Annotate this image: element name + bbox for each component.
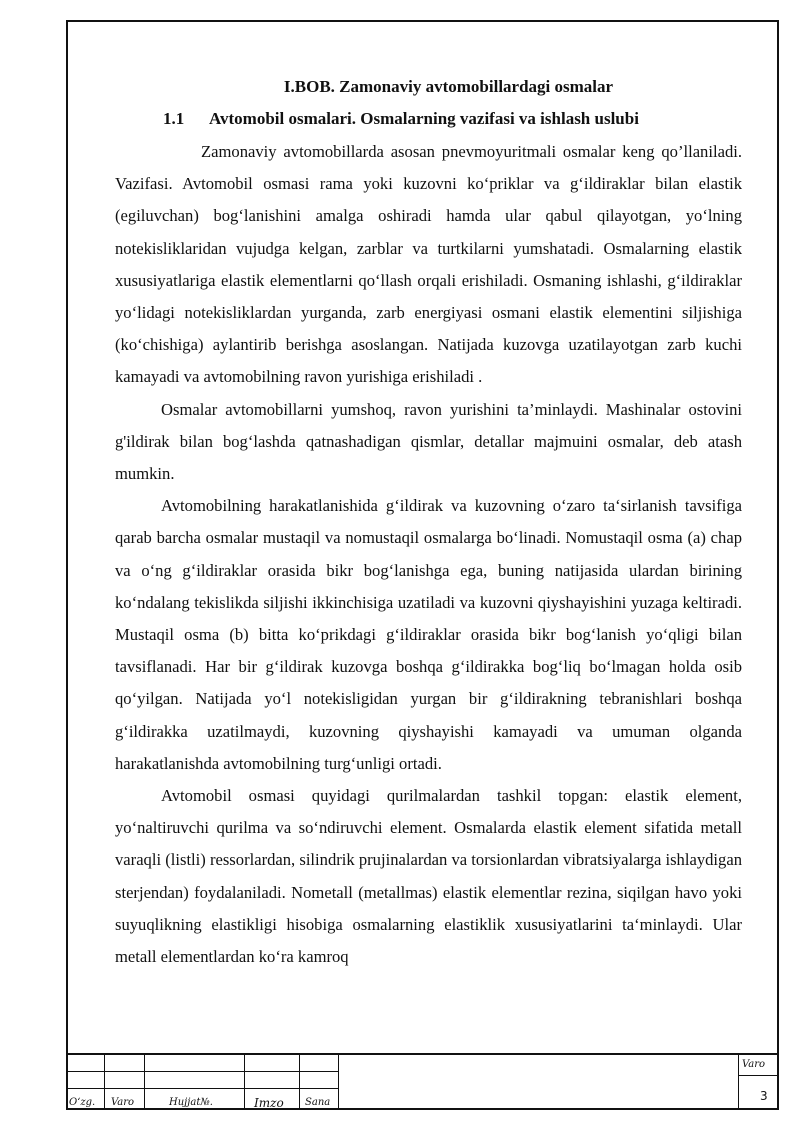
stamp-sheet-label: Varo	[742, 1059, 766, 1070]
document-body	[115, 76, 742, 973]
title-block-col-line	[144, 1053, 145, 1110]
page-number: 3	[760, 1089, 768, 1103]
title-block-col-line	[738, 1053, 739, 1110]
stamp-imzo-label: Imzo	[254, 1096, 284, 1110]
title-block-row-line	[738, 1075, 779, 1076]
title-block-row-line	[66, 1071, 338, 1072]
title-block-col-line	[299, 1053, 300, 1110]
section-heading	[115, 108, 742, 130]
title-block	[66, 1053, 779, 1110]
title-block-col-line	[104, 1053, 105, 1110]
stamp-sana-label: Sana	[305, 1097, 331, 1108]
title-block-col-line	[338, 1053, 339, 1110]
title-block-top-border	[66, 1053, 779, 1055]
section-number: 1.1	[163, 109, 185, 128]
paragraph: Osmalar avtomobillarni yumshoq, ravon yurishini ta’minlaydi. Mashinalar ostovini g'ildirak bilan bog‘lashda qatnashadigan qismlar, detallar majmuini osmalar, deb atash mumkin.	[115, 399, 742, 484]
chapter-title: I.BOB. Zamonaviy avtomobillardagi osmalar	[283, 77, 614, 96]
stamp-hujjat-label: Hujjat№.	[169, 1097, 213, 1108]
stamp-ozg-label: O‘zg.	[69, 1097, 96, 1108]
paragraph: Avtomobil osmasi quyidagi qurilmalardan tashkil topgan: elastik element, yo‘naltiruvchi qurilma va so‘ndiruvchi element. Osmalarda elastik element sifatida metall varaqli (listli) ressorlardan, silindrik prujinalardan va torsionlardan vibratsiyalarga ishlaydigan sterjendan) foydalaniladi. Nometall (metallmas) elastik elementlar rezina, siqilgan havo yoki suyuqlikning elastikligi hisobiga osmalarning elastiklik xususiyatlarini ta‘minlaydi. Ular metall elementlardan ko‘ra kamroq	[115, 786, 742, 967]
title-block-row-line	[66, 1088, 338, 1089]
paragraph: Avtomobilning harakatlanishida g‘ildirak va kuzovning o‘zaro ta‘sirlanish tavsifiga qarab barcha osmalar mustaqil va nomustaqil osmalarga bo‘linadi. Nomustaqil osma (a) chap va o‘ng g‘ildiraklar orasida bikr bog‘lanishga ega, buning natijasida ulardan birining ko‘ndalang tekislikda siljishi ikkinchisiga uzatiladi va kuzovni qiyshayishini yuzaga keltiradi. Mustaqil osma (b) bitta ko‘prikdagi g‘ildiraklar orasida bikr bog‘lanish yo‘qligi bilan tavsiflanadi. Har bir g‘ildirak kuzovga boshqa g‘ildirakka bog‘liq bo‘lmagan holda osib qo‘yilgan. Natijada yo‘l notekisligidan yurgan bir g‘ildirakning tebranishlari boshqa g‘ildirakka uzatilmaydi, kuzovning qiyshayishi kamayadi va umuman olganda harakatlanishda avtomobilning turg‘unligi ortadi.	[115, 496, 742, 773]
stamp-varo-label: Varo	[111, 1097, 135, 1108]
section-title: Avtomobil osmalari. Osmalarning vazifasi va ishlash uslubi	[209, 109, 639, 128]
title-block-col-line	[244, 1053, 245, 1110]
paragraph: Zamonaviy avtomobillarda asosan pnevmoyuritmali osmalar keng qo’llaniladi. Vazifasi. Avtomobil osmasi rama yoki kuzovni ko‘priklar va g‘ildiraklar bilan elastik (egiluvchan) bog‘lanishini amalga oshiradi hamda ular qabul qilayotgan, yo‘lning notekisliklaridan vujudga kelgan, zarblar va turtkilarni yumshatadi. Osmalarning elastik xususiyatlariga elastik elementlarni qo‘llash orqali erishiladi. Osmaning ishlashi, g‘ildiraklar yo‘lidagi notekisliklardan yurganda, zarb energiyasi osmani elastik elementini siljishiga (ko‘chishiga) aylantirib berishga asoslangan. Natijada kuzovga uzatilayotgan zarb kuchi kamayadi va avtomobilning ravon yurishiga erishiladi .	[115, 142, 742, 387]
